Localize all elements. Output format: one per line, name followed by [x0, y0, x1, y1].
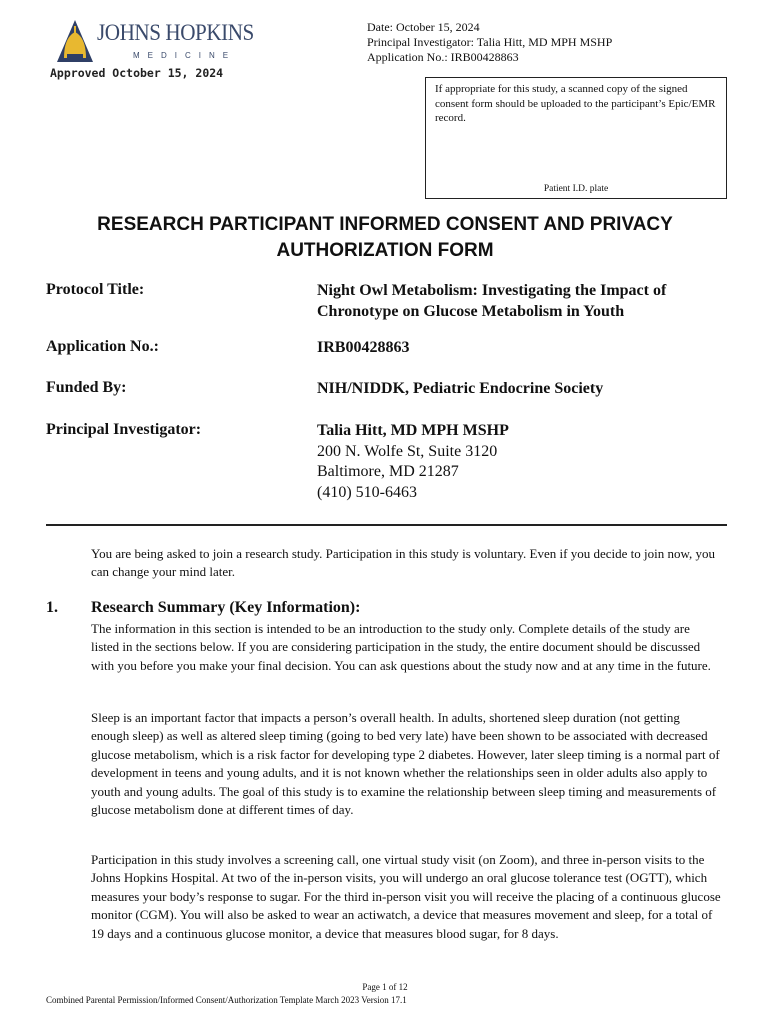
section-number: 1. — [46, 599, 58, 616]
intro-paragraph: You are being asked to join a research study. Participation in this study is voluntary. Even if you decide to join now, you can change your mind later. — [91, 546, 716, 580]
protocol-title-line-1: Night Owl Metabolism: Investigating the Impact of — [317, 282, 667, 299]
section-title: Research Summary (Key Information): — [91, 599, 361, 616]
template-footer: Combined Parental Permission/Informed Consent/Authorization Template March 2023 Version 17.1 — [46, 995, 407, 1005]
protocol-title-value — [317, 281, 666, 322]
johns-hopkins-logo — [55, 18, 255, 66]
title-line-2: AUTHORIZATION FORM — [276, 240, 494, 261]
protocol-title-label: Protocol Title: — [46, 281, 145, 298]
divider — [46, 524, 727, 526]
pi-address-2: Baltimore, MD 21287 — [317, 463, 459, 480]
patient-id-plate-label: Patient I.D. plate — [543, 184, 609, 194]
application-label: Application No.: — [46, 338, 159, 355]
summary-paragraph-1: The information in this section is intended to be an introduction to the study only. Complete details of the study are listed in the sections below. If you are considering participation in the study, the entire document should be discussed with you before you make your final decision. You can ask questions about the study now and at any time in the future. — [91, 621, 711, 673]
header-meta — [367, 20, 612, 65]
header-application: Application No.: IRB00428863 — [367, 50, 519, 64]
header-date: Date: October 15, 2024 — [367, 20, 480, 34]
dome-icon — [55, 18, 95, 64]
header-pi: Principal Investigator: Talia Hitt, MD MPH MSHP — [367, 35, 613, 49]
summary-paragraph-3: Participation in this study involves a screening call, one virtual study visit (on Zoom), and three in-person visits to the Johns Hopkins Hospital. At two of the in-person visits, you will undergo an oral glucose tolerance test (OGTT), which measures your body’s response to sugar. For the third in-person visit you will receive the placing of a continuous glucose monitor (CGM). You will also be asked to wear an actiwatch, a device that measures movement and sleep, for a total of 19 days and a continuous glucose monitor, a device that measures blood sugar, for 8 days. — [91, 852, 721, 941]
pi-label: Principal Investigator: — [46, 421, 202, 438]
page-title — [30, 212, 740, 264]
consent-upload-note: If appropriate for this study, a scanned copy of the signed consent form should be uploaded to the participant’s Epic/EMR record. — [435, 83, 716, 124]
pi-name: Talia Hitt, MD MPH MSHP — [317, 422, 509, 439]
application-value: IRB00428863 — [317, 339, 410, 356]
pi-phone: (410) 510-6463 — [317, 483, 417, 501]
patient-id-box — [425, 77, 727, 199]
page-number: Page 1 of 12 — [362, 982, 408, 992]
funded-by-label: Funded By: — [46, 379, 127, 396]
pi-block — [317, 421, 509, 503]
logo-wordmark: JOHNS HOPKINS — [97, 20, 254, 45]
summary-paragraph-2: Sleep is an important factor that impacts a person’s overall health. In adults, shortened sleep duration (not getting enough sleep) as well as altered sleep timing (going to bed very late) have been shown to be associated with decreased glucose metabolism, which is a risk factor for developing type 2 diabetes. However, later sleep timing is a normal part of development in teens and young adults, and it is not known whether the relationships seen in older adults also apply to youth and young adults. The goal of this study is to examine the relationship between sleep timing and measurements of glucose metabolism done at different times of day. — [91, 710, 720, 818]
pi-address-1: 200 N. Wolfe St, Suite 3120 — [317, 442, 498, 460]
title-line-1: RESEARCH PARTICIPANT INFORMED CONSENT AND PRIVACY — [97, 214, 673, 235]
logo-subtitle: MEDICINE — [133, 51, 237, 60]
funded-by-value: NIH/NIDDK, Pediatric Endocrine Society — [317, 380, 604, 397]
protocol-title-line-2: Chronotype on Glucose Metabolism in Youth — [317, 302, 625, 320]
approval-stamp: Approved October 15, 2024 — [50, 66, 224, 80]
